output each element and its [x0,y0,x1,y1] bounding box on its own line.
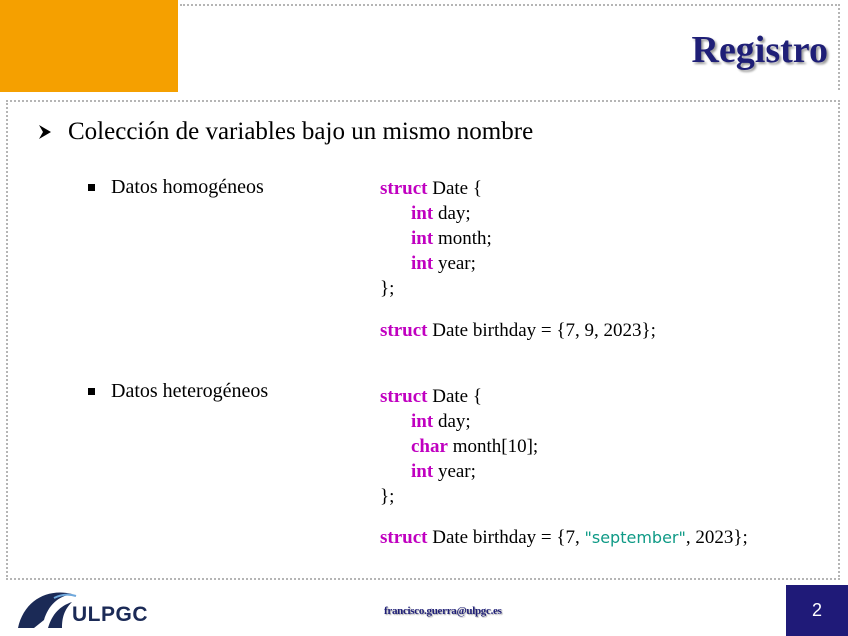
code-keyword: int [411,411,434,432]
code-text: Date birthday = {7, 9, 2023}; [427,320,656,341]
main-bullet [38,118,533,146]
code-line [380,459,538,484]
code-line [380,226,492,251]
sub-bullet-label: Datos homogéneos [111,176,264,198]
square-bullet-icon [88,184,95,191]
code-keyword: int [411,228,434,249]
code-keyword: struct [380,320,428,341]
code-text: year; [433,253,476,274]
code-keyword: struct [380,178,428,199]
code-line [380,276,492,301]
logo-text: ULPGC [72,603,148,626]
code-text: , 2023}; [685,527,748,548]
code-line [380,409,538,434]
arrow-bullet-icon [38,124,52,140]
code-text: day; [433,411,471,432]
code-block-homogeneous [380,176,492,301]
sub-bullet-heterogeneous [88,380,268,403]
code-keyword: int [411,203,434,224]
code-text: year; [433,461,476,482]
code-text: Date { [427,386,482,407]
page-number-box [786,585,848,636]
code-text: Date birthday = {7, [427,527,585,548]
page-number: 2 [811,600,822,620]
code-text: Date { [427,178,482,199]
code-line [380,318,656,343]
code-line [380,251,492,276]
code-keyword: char [411,436,448,457]
code-keyword: int [411,253,434,274]
code-line [380,484,538,509]
code-text: month[10]; [447,436,539,457]
sub-bullet-label: Datos heterogéneos [111,380,269,402]
code-keyword: struct [380,527,428,548]
code-text: }; [380,486,395,507]
code-line [380,176,492,201]
code-line [380,384,538,409]
code-keyword: int [411,461,434,482]
main-bullet-text: Colección de variables bajo un mismo nombre [68,118,534,145]
orange-corner-block [0,0,178,92]
code-line [380,434,538,459]
footer-email: francisco.guerra@ulpgc.es [384,605,502,617]
code-keyword: struct [380,386,428,407]
init-line-heterogeneous [380,525,748,550]
code-string: "september" [584,528,686,547]
code-text: }; [380,278,395,299]
code-block-heterogeneous [380,384,538,509]
slide-title: Registro [691,29,828,71]
sub-bullet-homogeneous [88,176,264,199]
square-bullet-icon [88,388,95,395]
code-line [380,525,748,550]
init-line-homogeneous [380,318,656,343]
code-text: month; [433,228,492,249]
code-line [380,201,492,226]
code-text: day; [433,203,471,224]
